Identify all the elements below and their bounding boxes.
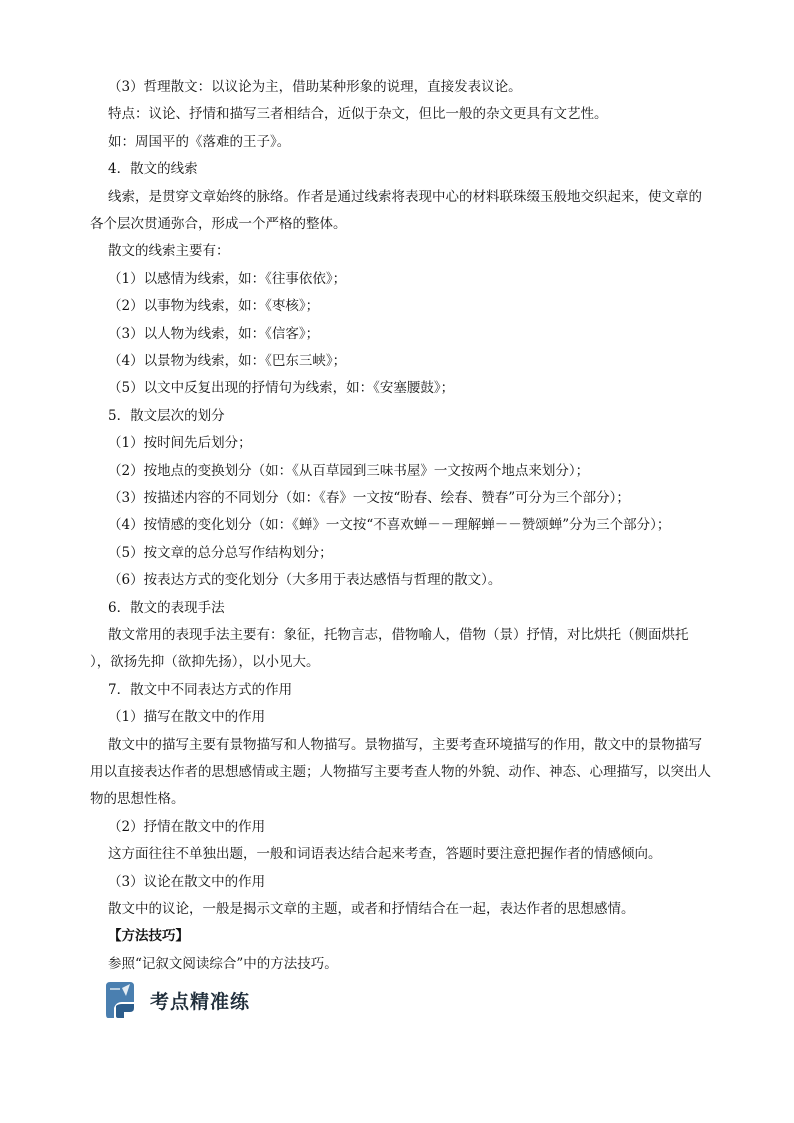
text-line: （5）以文中反复出现的抒情句为线索，如：《安塞腰鼓》； <box>108 380 455 396</box>
section-heading-text: 考点精准练 <box>150 991 251 1013</box>
text-line: 如：周国平的《落难的王子》。 <box>108 134 291 150</box>
text-line: 散文中的议论，一般是揭示文章的主题，或者和抒情结合在一起，表达作者的思想感情。 <box>108 901 635 917</box>
text-line: （2）按地点的变换划分（如：《从百草园到三味书屋》一文按两个地点来划分）； <box>108 463 590 479</box>
section-heading <box>100 978 300 1022</box>
text-line: 散文中的描写主要有景物描写和人物描写。景物描写，主要考查环境描写的作用，散文中的景物描写 <box>108 737 702 753</box>
text-line: 物的思想性格。 <box>90 791 185 807</box>
pen-book-icon <box>100 978 140 1022</box>
text-line: 各个层次贯通弥合，形成一个严格的整体。 <box>90 216 347 232</box>
text-line: 4．散文的线索 <box>108 161 198 177</box>
text-line: （4）按情感的变化划分（如：《蝉》一文按“不喜欢蝉－－理解蝉－－赞颂蝉”分为三个部分）； <box>108 517 671 533</box>
text-line: 6．散文的表现手法 <box>108 600 225 616</box>
text-line: （1）以感情为线索，如：《往事依依》； <box>108 271 347 287</box>
text-line: 5．散文层次的划分 <box>108 408 225 424</box>
text-line: （3）议论在散文中的作用 <box>108 874 266 890</box>
text-line: （2）以事物为线索，如：《枣核》； <box>108 298 320 314</box>
text-line: 7．散文中不同表达方式的作用 <box>108 682 293 698</box>
text-line: （3）按描述内容的不同划分（如：《春》一文按“盼春、绘春、赞春”可分为三个部分）； <box>108 490 630 506</box>
text-line: （1）按时间先后划分； <box>108 435 252 451</box>
text-line: （5）按文章的总分总写作结构划分； <box>108 545 333 561</box>
text-line: ），欲扬先抑（欲抑先扬），以小见大。 <box>90 654 320 670</box>
text-line: 特点：议论、抒情和描写三者相结合，近似于杂文，但比一般的杂文更具有文艺性。 <box>108 106 608 122</box>
text-line: （1）描写在散文中的作用 <box>108 709 266 725</box>
text-line: （3）以人物为线索，如：《信客》； <box>108 326 320 342</box>
text-line: （3）哲理散文：以议论为主，借助某种形象的说理，直接发表议论。 <box>108 79 522 95</box>
text-line: （4）以景物为线索，如：《巴东三峡》； <box>108 353 347 369</box>
text-line: 参照“记叙文阅读综合”中的方法技巧。 <box>108 956 338 972</box>
text-line: 【方法技巧】 <box>108 928 189 944</box>
text-line: （2）抒情在散文中的作用 <box>108 819 266 835</box>
text-line: 散文常用的表现手法主要有：象征，托物言志，借物喻人，借物（景）抒情，对比烘托（侧面烘托 <box>108 627 689 643</box>
text-line: （6）按表达方式的变化划分（大多用于表达感悟与哲理的散文）。 <box>108 572 502 588</box>
text-line: 线索，是贯穿文章始终的脉络。作者是通过线索将表现中心的材料联珠缀玉般地交织起来，使文章的 <box>108 189 702 205</box>
text-line: 用以直接表达作者的思想感情或主题；人物描写主要考查人物的外貌、动作、神态、心理描写，以突出人 <box>90 764 711 780</box>
text-line: 这方面往往不单独出题，一般和词语表达结合起来考查，答题时要注意把握作者的情感倾向。 <box>108 846 662 862</box>
text-line: 散文的线索主要有： <box>108 243 230 259</box>
